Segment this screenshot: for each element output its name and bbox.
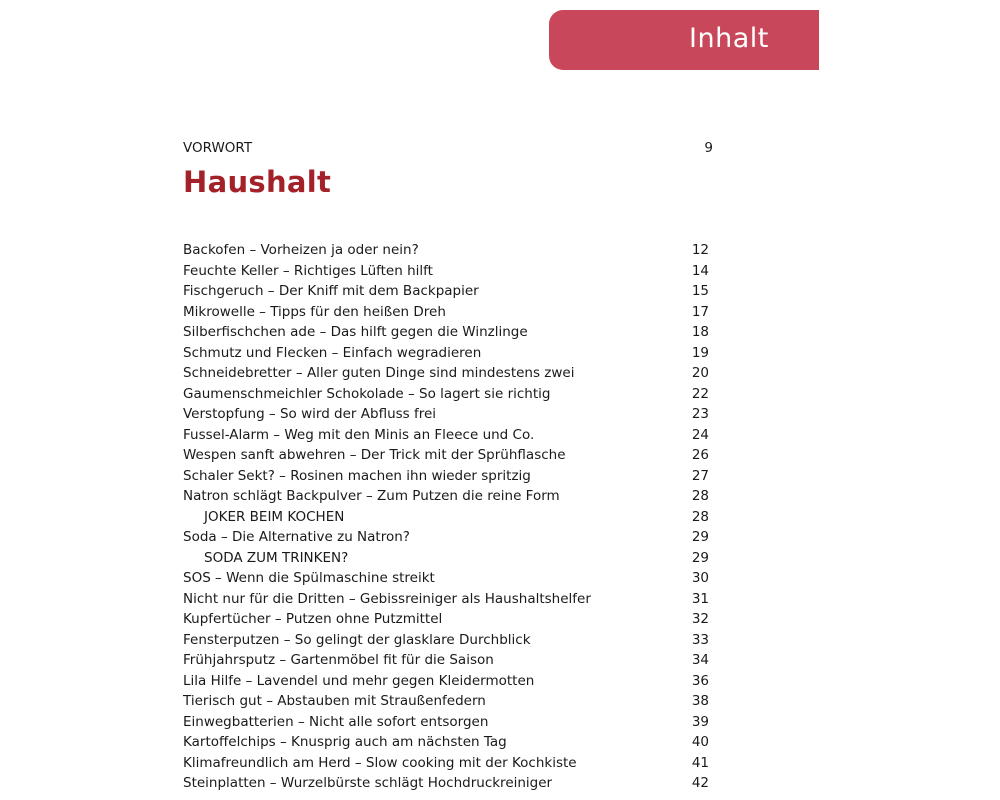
toc-entry-title: Kupfertücher – Putzen ohne Putzmittel: [183, 611, 443, 627]
toc-entry-page-number: 15: [691, 283, 709, 299]
toc-list: [183, 240, 709, 794]
toc-entry: [183, 240, 709, 261]
toc-entry-title: Nicht nur für die Dritten – Gebissreiniger als Haushaltshelfer: [183, 590, 591, 607]
toc-entry: [183, 343, 709, 364]
toc-entry-title: Schmutz und Flecken – Einfach wegradieren: [183, 344, 482, 361]
toc-entry-page-number: 42: [691, 775, 709, 791]
toc-entry-page-number: 31: [691, 590, 709, 607]
toc-entry-title: Schneidebretter – Aller guten Dinge sind mindestens zwei: [183, 365, 575, 381]
toc-entry-title: Schaler Sekt? – Rosinen machen ihn wieder spritzig: [183, 467, 531, 484]
toc-subentry: [183, 507, 709, 528]
toc-entry-title: Soda – Die Alternative zu Natron?: [183, 529, 410, 545]
toc-entry-page-number: 26: [691, 447, 709, 463]
toc-entry-title: Fussel-Alarm – Weg mit den Minis an Fleece und Co.: [183, 426, 535, 443]
toc-entry-page-number: 39: [691, 713, 709, 730]
toc-entry-page-number: 28: [691, 488, 709, 504]
toc-entry-title: Frühjahrsputz – Gartenmöbel fit für die Saison: [183, 652, 494, 668]
section-title: Haushalt: [183, 165, 332, 199]
toc-entry-page-number: 24: [691, 426, 709, 443]
toc-entry: [183, 384, 709, 405]
toc-entry: [183, 753, 709, 774]
toc-entry: [183, 568, 709, 589]
toc-entry: [183, 691, 709, 712]
toc-entry: [183, 671, 709, 692]
toc-entry-title: Klimafreundlich am Herd – Slow cooking mit der Kochkiste: [183, 754, 577, 771]
foreword-label: VORWORT: [183, 140, 253, 156]
toc-entry-title: SOS – Wenn die Spülmaschine streikt: [183, 570, 435, 586]
toc-entry-page-number: 18: [691, 324, 709, 340]
toc-entry-page-number: 29: [691, 529, 709, 545]
toc-entry: [183, 486, 709, 507]
toc-entry: [183, 732, 709, 753]
toc-entry-title: Einwegbatterien – Nicht alle sofort entsorgen: [183, 713, 489, 730]
toc-entry: [183, 650, 709, 671]
toc-entry-page-number: 36: [691, 672, 709, 689]
toc-entry: [183, 261, 709, 282]
toc-entry: [183, 630, 709, 651]
toc-entry-page-number: 41: [691, 754, 709, 771]
toc-entry-page-number: 20: [691, 365, 709, 381]
toc-entry-page-number: 28: [691, 508, 709, 525]
toc-entry: [183, 589, 709, 610]
toc-entry-title: Mikrowelle – Tipps für den heißen Dreh: [183, 303, 446, 320]
toc-entry-page-number: 30: [691, 570, 709, 586]
toc-entry: [183, 609, 709, 630]
toc-entry-title: Kartoffelchips – Knusprig auch am nächsten Tag: [183, 734, 507, 750]
contents-tab-label: Inhalt: [689, 23, 769, 54]
toc-entry-title: Verstopfung – So wird der Abfluss frei: [183, 406, 437, 422]
toc-entry: [183, 527, 709, 548]
toc-entry-title: Feuchte Keller – Richtiges Lüften hilft: [183, 262, 433, 279]
contents-tab: [549, 10, 819, 70]
toc-entry-page-number: 17: [691, 303, 709, 320]
toc-entry: [183, 773, 709, 794]
toc-entry-page-number: 19: [691, 344, 709, 361]
toc-entry-title: Steinplatten – Wurzelbürste schlägt Hochdruckreiniger: [183, 775, 553, 791]
toc-entry-page-number: 12: [691, 242, 709, 258]
toc-entry-title: Wespen sanft abwehren – Der Trick mit der Sprühflasche: [183, 447, 566, 463]
toc-entry: [183, 302, 709, 323]
toc-entry: [183, 363, 709, 384]
toc-subentry: [183, 548, 709, 569]
toc-entry-page-number: 32: [691, 611, 709, 627]
toc-entry: [183, 445, 709, 466]
toc-entry: [183, 712, 709, 733]
toc-entry-title: Natron schlägt Backpulver – Zum Putzen die reine Form: [183, 488, 560, 504]
toc-entry-title: Silberfischchen ade – Das hilft gegen die Winzlinge: [183, 324, 528, 340]
toc-entry-title: Tierisch gut – Abstauben mit Straußenfedern: [183, 693, 486, 709]
toc-entry-page-number: 29: [691, 549, 709, 566]
toc-entry: [183, 466, 709, 487]
toc-entry-page-number: 23: [691, 406, 709, 422]
toc-entry-title: Fensterputzen – So gelingt der glasklare Durchblick: [183, 631, 531, 648]
toc-entry-title: SODA ZUM TRINKEN?: [204, 549, 349, 566]
toc-entry: [183, 425, 709, 446]
toc-entry-title: Backofen – Vorheizen ja oder nein?: [183, 242, 419, 258]
toc-entry-page-number: 22: [691, 385, 709, 402]
toc-entry: [183, 322, 709, 343]
toc-entry-title: Gaumenschmeichler Schokolade – So lagert sie richtig: [183, 385, 551, 402]
toc-entry-title: Lila Hilfe – Lavendel und mehr gegen Kleidermotten: [183, 672, 535, 689]
toc-entry: [183, 281, 709, 302]
toc-entry-page-number: 33: [691, 631, 709, 648]
toc-entry-title: JOKER BEIM KOCHEN: [204, 508, 345, 525]
toc-entry-page-number: 38: [691, 693, 709, 709]
toc-entry-page-number: 14: [691, 262, 709, 279]
toc-entry-page-number: 27: [691, 467, 709, 484]
foreword-page-number: 9: [704, 140, 713, 156]
toc-entry-title: Fischgeruch – Der Kniff mit dem Backpapier: [183, 283, 479, 299]
toc-entry-page-number: 34: [691, 652, 709, 668]
toc-entry-page-number: 40: [691, 734, 709, 750]
foreword-entry: [183, 139, 713, 157]
toc-entry: [183, 404, 709, 425]
